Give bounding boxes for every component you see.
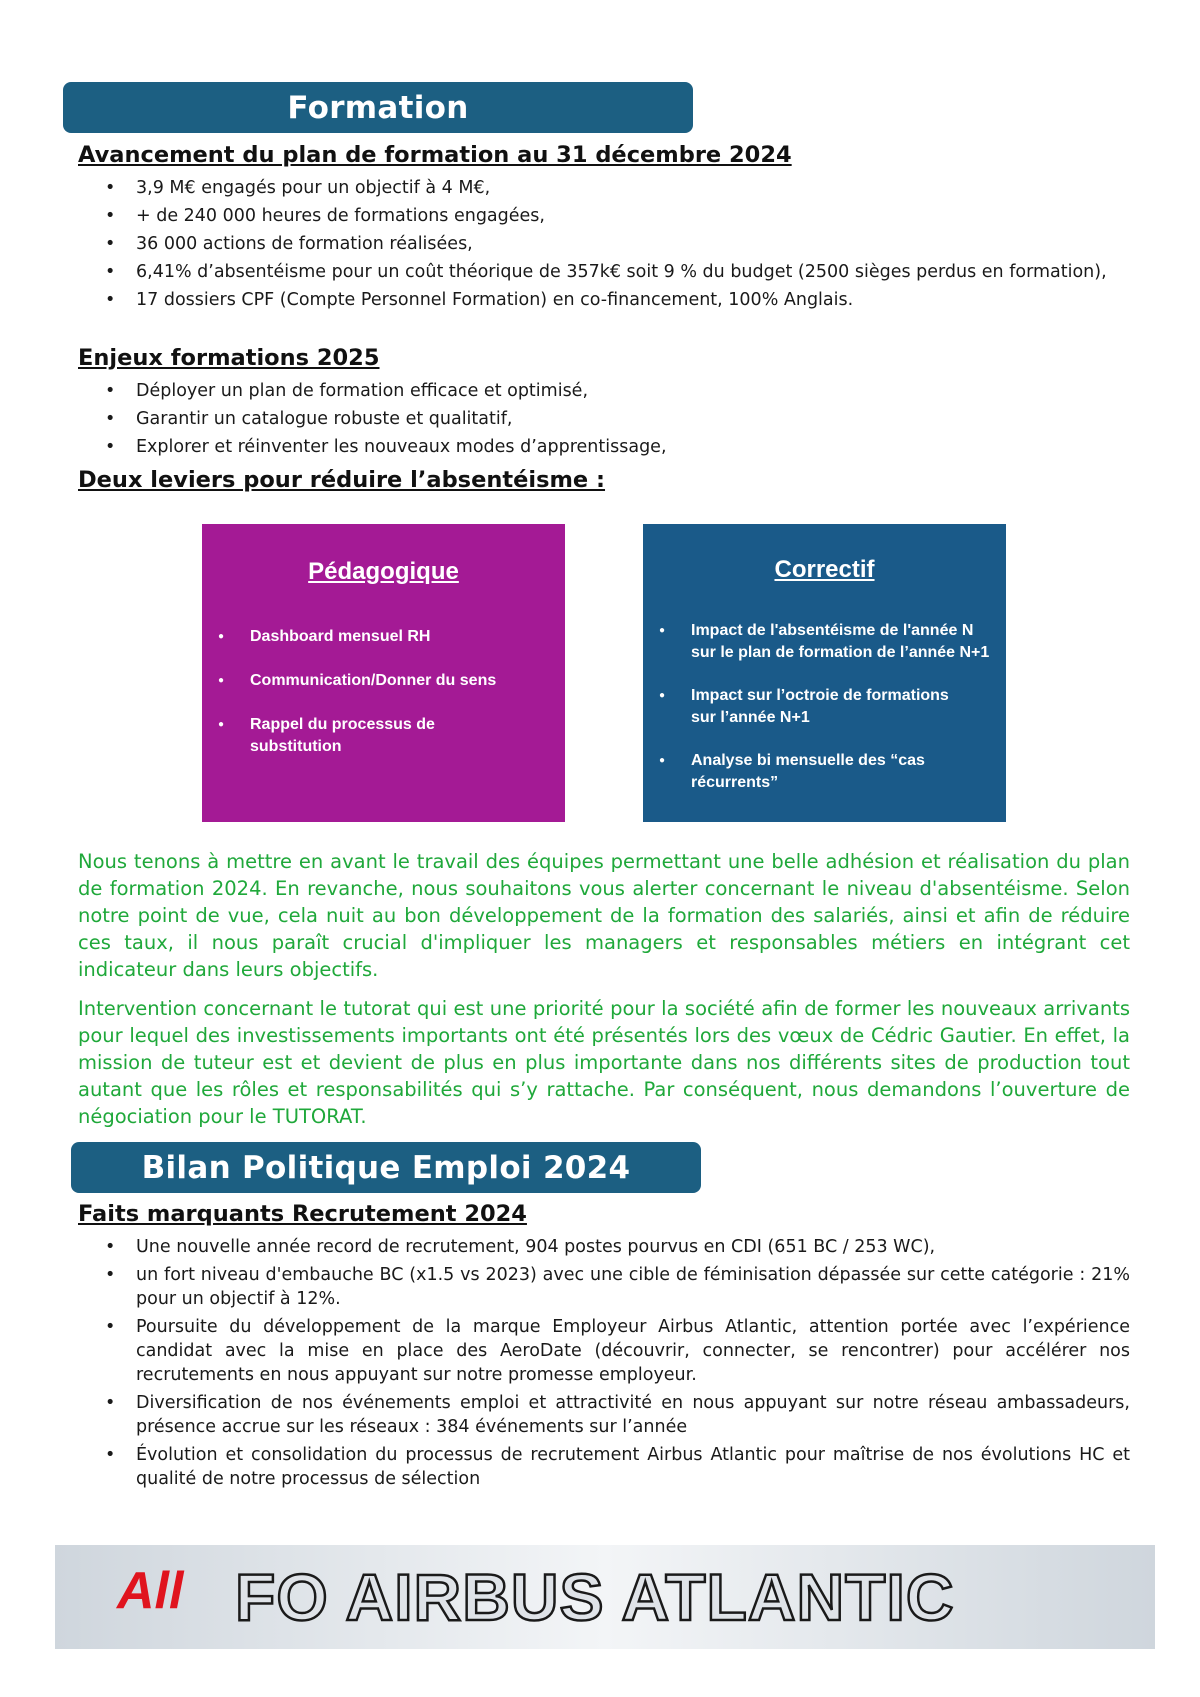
heading-recrutement: Faits marquants Recrutement 2024 bbox=[78, 1201, 527, 1227]
list-item: • un fort niveau d'embauche BC (x1.5 vs 2023) avec une cible de féminisation dépassée sur cette catégorie : 21% pour un objectif à 12%. bbox=[78, 1263, 1130, 1311]
formation-banner-title: Formation bbox=[287, 89, 469, 126]
emploi-banner bbox=[71, 1142, 701, 1193]
lever-title-pedagogique: Pédagogique bbox=[308, 558, 459, 585]
heading-leviers: Deux leviers pour réduire l’absentéisme : bbox=[78, 467, 606, 493]
lever-title-correctif: Correctif bbox=[774, 556, 875, 583]
list-item: • Explorer et réinventer les nouveaux modes d’apprentissage, bbox=[78, 435, 1130, 459]
emploi-banner-title: Bilan Politique Emploi 2024 bbox=[141, 1149, 631, 1186]
heading-plan-avancement: Avancement du plan de formation au 31 décembre 2024 bbox=[78, 142, 792, 168]
list-item: ● Dashboard mensuel RH bbox=[202, 626, 542, 648]
statement-absenteisme: Nous tenons à mettre en avant le travail des équipes permettant une belle adhésion et réalisation du plan de formation 2024. En revanche, nous souhaitons vous alerter concernant le niveau d'absentéisme. Selon notre point de vue, cela nuit au bon développement de la formation des salariés, ainsi et afin de réduire ces taux, il nous paraît crucial d'impliquer les managers et responsables métiers en intégrant cet indicateur dans leurs objectifs. bbox=[78, 850, 1130, 981]
footer-banner bbox=[55, 1545, 1155, 1649]
list-item: • + de 240 000 heures de formations engagées, bbox=[78, 204, 1130, 228]
lever-list-correctif bbox=[643, 620, 995, 794]
lever-list-pedagogique bbox=[202, 626, 542, 758]
list-item: • 36 000 actions de formation réalisées, bbox=[78, 232, 1130, 256]
list-item: • Diversification de nos événements emploi et attractivité en nous appuyant sur notre réseau ambassadeurs, présence accrue sur les réseaux : 384 événements sur l’année bbox=[78, 1391, 1130, 1439]
list-item: • Déployer un plan de formation efficace et optimisé, bbox=[78, 379, 1130, 403]
heading-enjeux: Enjeux formations 2025 bbox=[78, 345, 380, 371]
list-item: ● Analyse bi mensuelle des “cas récurrents” bbox=[643, 750, 966, 794]
formation-banner bbox=[63, 82, 693, 133]
list-item: • Une nouvelle année record de recrutement, 904 postes pourvus en CDI (651 BC / 253 WC), bbox=[78, 1235, 1130, 1259]
list-recrutement bbox=[78, 1235, 1130, 1495]
list-item: • Garantir un catalogue robuste et qualitatif, bbox=[78, 407, 1130, 431]
footer-title: FO AIRBUS ATLANTIC bbox=[235, 1560, 955, 1634]
list-item: ● Impact de l'absentéisme de l'année N sur le plan de formation de l’année N+1 bbox=[643, 620, 995, 664]
list-item: ● Rappel du processus de substitution bbox=[202, 714, 450, 758]
lever-box-pedagogique bbox=[202, 524, 565, 822]
list-item: ● Impact sur l’octroie de formations sur l’année N+1 bbox=[643, 685, 966, 729]
list-plan-avancement bbox=[78, 176, 1130, 316]
statement-tutorat: Intervention concernant le tutorat qui est une priorité pour la société afin de former les nouveaux arrivants pour lequel des investissements importants ont été présentés lors des vœux de Cédric Gautier. En effet, la mission de tuteur est et devient de plus en plus importante dans nos différents sites de production tout autant que les rôles et responsabilités qui s’y rattache. Par conséquent, nous demandons l’ouverture de négociation pour le TUTORAT. bbox=[78, 997, 1130, 1128]
lever-box-correctif bbox=[643, 524, 1006, 822]
list-item: ● Communication/Donner du sens bbox=[202, 670, 542, 692]
list-enjeux bbox=[78, 379, 1130, 463]
list-item: • 17 dossiers CPF (Compte Personnel Formation) en co-financement, 100% Anglais. bbox=[78, 288, 1130, 312]
list-item: • Évolution et consolidation du processus de recrutement Airbus Atlantic pour maîtrise de nos évolutions HC et qualité de notre processus de sélection bbox=[78, 1443, 1130, 1491]
list-item: • 6,41% d’absentéisme pour un coût théorique de 357k€ soit 9 % du budget (2500 sièges perdus en formation), bbox=[78, 260, 1130, 284]
list-item: • 3,9 M€ engagés pour un objectif à 4 M€, bbox=[78, 176, 1130, 200]
list-item: • Poursuite du développement de la marque Employeur Airbus Atlantic, attention portée avec l’expérience candidat avec la mise en place des AeroDate (découvrir, connecter, se rencontrer) pour accélérer nos recrutements en nous appuyant sur notre promesse employeur. bbox=[78, 1315, 1130, 1387]
footer-all-mark: All bbox=[117, 1562, 184, 1620]
